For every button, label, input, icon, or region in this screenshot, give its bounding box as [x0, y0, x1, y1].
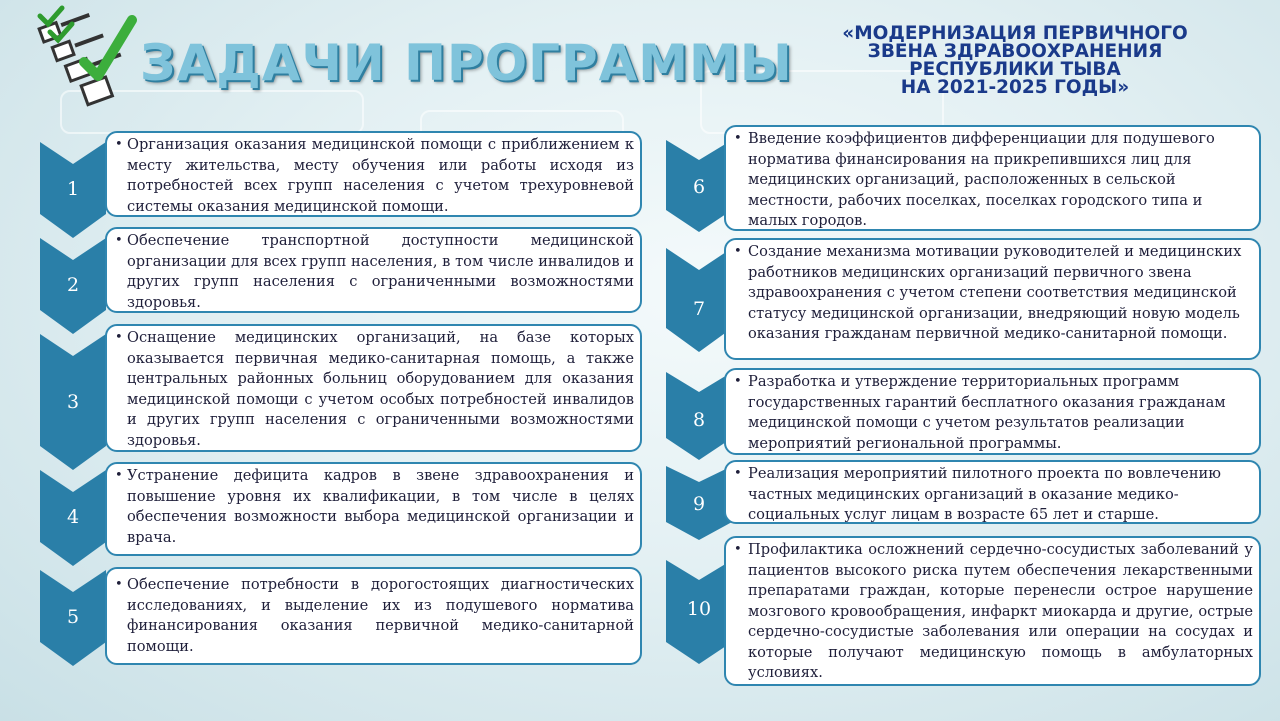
task-number-chevron — [666, 372, 732, 460]
checklist-icon — [22, 4, 142, 114]
task-number-chevron — [666, 560, 732, 664]
subtitle-line: НА 2021-2025 ГОДЫ» — [900, 77, 1130, 98]
task-number: 2 — [66, 274, 80, 296]
subtitle-line: ЗВЕНА ЗДРАВООХРАНЕНИЯ — [867, 41, 1163, 62]
task-box — [724, 238, 1261, 360]
task-number-chevron — [40, 334, 106, 470]
task-text: Оснащение медицинских организаций, на базе которых оказывается первичная медико-санитарная помощь, а также центральных районных больниц оборудованием для оказания медицинской помощи с учетом особых потребностей инвалидов и других групп населения с ограниченными возможностями здоровья. — [127, 329, 634, 449]
task-number-chevron — [666, 248, 732, 352]
task-number-chevron — [40, 142, 106, 238]
task-number-chevron — [40, 570, 106, 666]
task-number: 3 — [66, 391, 80, 413]
task-box — [724, 125, 1261, 231]
task-number: 4 — [66, 506, 80, 528]
task-box — [724, 536, 1261, 686]
task-box — [724, 368, 1261, 455]
task-box — [724, 460, 1261, 524]
task-box — [105, 324, 642, 452]
bullet-icon: • — [115, 233, 123, 248]
bullet-icon: • — [115, 468, 123, 483]
task-number: 8 — [692, 409, 706, 431]
task-text: Обеспечение потребности в дорогостоящих диагностических исследованиях, и выделение их из подушевого норматива финансирования оказания первичной медико-санитарной помощи. — [127, 576, 634, 655]
task-number: 7 — [692, 298, 706, 320]
task-text: Создание механизма мотивации руководителей и медицинских работников медицинских организаций первичного звена здравоохранения с учетом степени соответствия медицинской статусу медицинской организации, внедряющий новую модель оказания гражданам первичной медико-санитарной помощи. — [748, 243, 1242, 342]
task-number: 9 — [692, 493, 706, 515]
bullet-icon: • — [734, 244, 742, 259]
task-text: Профилактика осложнений сердечно-сосудистых заболеваний у пациентов высокого риска путем обеспечения лекарственными препаратами граждан, которые перенесли острое нарушение мозгового кровообращения, инфаркт миокарда и другие, острые сердечно-сосудистые заболевания или операции на сосудах и которые получают медицинскую помощь в амбулаторных условиях. — [748, 541, 1253, 681]
task-number-chevron — [666, 140, 732, 232]
bullet-icon: • — [115, 330, 123, 345]
bullet-icon: • — [734, 131, 742, 146]
bullet-icon: • — [115, 137, 123, 152]
task-number: 10 — [686, 598, 712, 620]
task-text: Реализация мероприятий пилотного проекта по вовлечению частных медицинских организаций в оказание медико-социальных услуг лицам в возрасте 65 лет и старше. — [748, 465, 1221, 523]
task-box — [105, 131, 642, 217]
task-box — [105, 567, 642, 665]
task-number-chevron — [40, 470, 106, 566]
task-number-chevron — [666, 466, 732, 540]
task-number: 5 — [66, 606, 80, 628]
task-number-chevron — [40, 238, 106, 334]
task-text: Обеспечение транспортной доступности медицинской организации для всех групп населения, в том числе инвалидов и других групп населения с ограниченными возможностями здоровья. — [127, 232, 634, 311]
subtitle-line: «МОДЕРНИЗАЦИЯ ПЕРВИЧНОГО — [842, 23, 1188, 44]
bullet-icon: • — [734, 542, 742, 557]
task-text: Разработка и утверждение территориальных программ государственных гарантий бесплатного оказания гражданам медицинской помощи с учетом результатов реализации мероприятий региональной программы. — [748, 373, 1226, 452]
bullet-icon: • — [734, 466, 742, 481]
task-box — [105, 462, 642, 556]
task-box — [105, 227, 642, 313]
task-text: Устранение дефицита кадров в звене здравоохранения и повышение уровня их квалификации, в том числе в целях обеспечения возможности выбора медицинской организации и врача. — [127, 467, 634, 546]
subtitle-line: РЕСПУБЛИКИ ТЫВА — [909, 59, 1121, 80]
page-title: ЗАДАЧИ ПРОГРАММЫ — [140, 34, 793, 92]
bullet-icon: • — [734, 374, 742, 389]
task-text: Введение коэффициентов дифференциации для подушевого норматива финансирования на прикрепившихся лиц для медицинских организаций, расположенных в сельской местности, рабочих поселках, поселках городского типа и малых городов. — [748, 130, 1215, 229]
task-text: Организация оказания медицинской помощи с приближением к месту жительства, месту обучения или работы исходя из потребностей всех групп населения с учетом трехуровневой системы оказания медицинской помощи. — [127, 136, 634, 215]
program-subtitle — [805, 25, 1225, 97]
task-number: 1 — [66, 178, 80, 200]
task-number: 6 — [692, 176, 706, 198]
bullet-icon: • — [115, 577, 123, 592]
